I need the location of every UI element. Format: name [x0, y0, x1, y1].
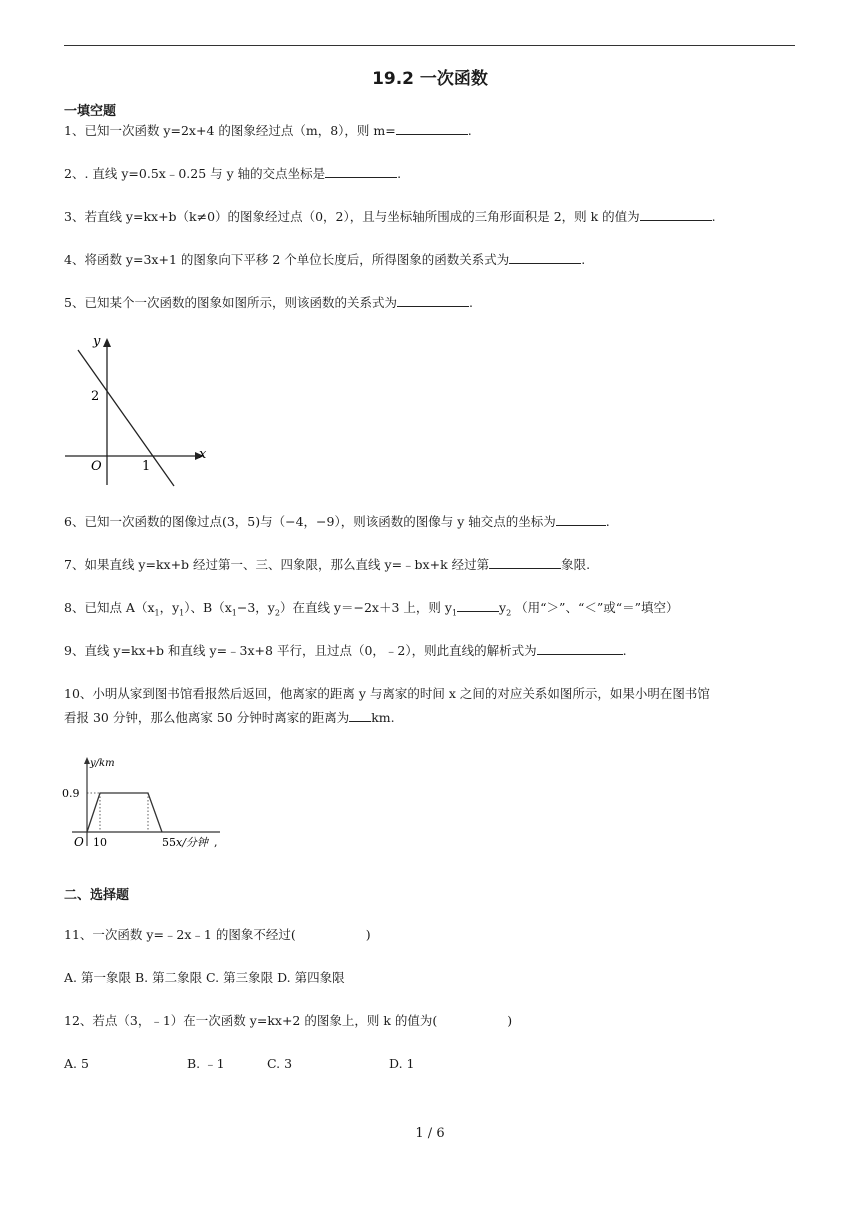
- question-5: 5、已知某个一次函数的图象如图所示，则该函数的关系式为 .: [64, 295, 473, 310]
- answer-blank-7[interactable]: [489, 555, 561, 569]
- question-4-text: 4、将函数 y=3x+1 的图象向下平移 2 个单位长度后，所得图象的函数关系式为: [64, 252, 510, 267]
- x-tick-label-10: 10: [93, 836, 107, 849]
- question-6: 6、已知一次函数的图像过点(3，5)与（−4，−9），则该函数的图像与 y 轴交点的坐标为 .: [64, 514, 610, 529]
- question-1-text: 1、已知一次函数 y=2x+4 的图象经过点（m，8），则 m=: [64, 123, 396, 138]
- question-11-options: A. 第一象限 B. 第二象限 C. 第三象限 D. 第四象限: [64, 970, 345, 985]
- answer-blank-10[interactable]: [349, 708, 371, 722]
- origin-label: O: [74, 835, 84, 849]
- answer-blank-3[interactable]: [640, 207, 712, 221]
- option-d[interactable]: D. 1: [389, 1056, 415, 1071]
- figure-distance-time-graph: [60, 754, 230, 850]
- x-tick-label-55: 55: [162, 836, 176, 849]
- question-3: 3、若直线 y=kx+b（k≠0）的图象经过点（0，2），且与坐标轴所围成的三角形面积是 2，则 k 的值为 .: [64, 209, 716, 224]
- answer-blank-1[interactable]: [396, 121, 468, 135]
- question-7-text: 7、如果直线 y=kx+b 经过第一、三、四象限，那么直线 y=﹣bx+k 经过第: [64, 557, 490, 572]
- x-axis-label: x/分钟: [176, 836, 208, 849]
- header-rule: [64, 45, 795, 46]
- question-6-text: 6、已知一次函数的图像过点(3，5)与（−4，−9），则该函数的图像与 y 轴交点的坐标为: [64, 514, 556, 529]
- y-intercept-label: 2: [91, 389, 100, 404]
- answer-blank-4[interactable]: [509, 250, 581, 264]
- question-9-text: 9、直线 y=kx+b 和直线 y=﹣3x+8 平行，且过点（0，﹣2），则此直线的解析式为: [64, 643, 537, 658]
- question-9: 9、直线 y=kx+b 和直线 y=﹣3x+8 平行，且过点（0，﹣2），则此直线的解析式为 .: [64, 643, 627, 658]
- option-a[interactable]: A. 5: [64, 1056, 89, 1071]
- page-number: 1 / 6: [415, 1126, 445, 1141]
- y-axis-label: y/km: [90, 758, 115, 769]
- section-choice-heading: 二、选择题: [64, 888, 130, 903]
- question-12-options: [64, 1053, 799, 1075]
- question-5-text: 5、已知某个一次函数的图象如图所示，则该函数的关系式为: [64, 295, 397, 310]
- page-title: 19.2 一次函数: [372, 69, 488, 89]
- answer-blank-5[interactable]: [397, 293, 469, 307]
- answer-blank-9[interactable]: [537, 641, 623, 655]
- distance-path: [87, 793, 162, 832]
- x-axis-label: x: [199, 447, 207, 462]
- question-1: 1、已知一次函数 y=2x+4 的图象经过点（m，8），则 m= .: [64, 123, 472, 138]
- y-tick-label: 0.9: [62, 787, 80, 800]
- answer-blank-2[interactable]: [325, 164, 397, 178]
- question-2: 2、. 直线 y=0.5x﹣0.25 与 y 轴的交点坐标是 .: [64, 166, 402, 181]
- figure-linear-graph: [60, 330, 210, 490]
- question-7: 7、如果直线 y=kx+b 经过第一、三、四象限，那么直线 y=﹣bx+k 经过第 象限.: [64, 557, 591, 572]
- question-10-line-2: 看报 30 分钟，那么他离家 50 分钟时离家的距离为 km.: [64, 710, 395, 725]
- question-2-text: 2、. 直线 y=0.5x﹣0.25 与 y 轴的交点坐标是: [64, 166, 326, 181]
- option-b[interactable]: B. ﹣1: [187, 1056, 225, 1071]
- question-4: 4、将函数 y=3x+1 的图象向下平移 2 个单位长度后，所得图象的函数关系式为 .: [64, 252, 586, 267]
- trailing-comma: ,: [214, 836, 218, 849]
- y-axis-arrow: [103, 338, 111, 347]
- answer-blank-8[interactable]: [457, 598, 499, 612]
- y-axis-label: y: [93, 334, 101, 349]
- question-10-line-1: 10、小明从家到图书馆看报然后返回，他离家的距离 y 与离家的时间 x 之间的对应关系如图所示，如果小明在图书馆: [64, 686, 710, 701]
- question-8: 8、已知点 $A(x_1$，$y_1$）、$B(x_1-3$，$y_2$）在直线 y＝−2x＋3 上，则 $y_1$ $y_2$ （用“＞”、“＜”或“＝”填空）: [64, 600, 679, 618]
- question-10: [64, 682, 799, 730]
- origin-label: O: [91, 459, 102, 474]
- section-fill-blank-heading: 一填空题: [64, 104, 117, 119]
- question-12: 12、若点（3，﹣1）在一次函数 y=kx+2 的图象上，则 k 的值为( ): [64, 1013, 513, 1028]
- question-11-text: 11、一次函数 y=﹣2x﹣1 的图象不经过(: [64, 927, 296, 942]
- option-c[interactable]: C. 3: [267, 1056, 293, 1071]
- question-11: 11、一次函数 y=﹣2x﹣1 的图象不经过( ): [64, 927, 371, 942]
- x-intercept-label: 1: [142, 459, 151, 474]
- question-12-text: 12、若点（3，﹣1）在一次函数 y=kx+2 的图象上，则 k 的值为(: [64, 1013, 438, 1028]
- answer-blank-6[interactable]: [556, 512, 606, 526]
- question-3-text: 3、若直线 y=kx+b（k≠0）的图象经过点（0，2），且与坐标轴所围成的三角形面积是 2，则 k 的值为: [64, 209, 640, 224]
